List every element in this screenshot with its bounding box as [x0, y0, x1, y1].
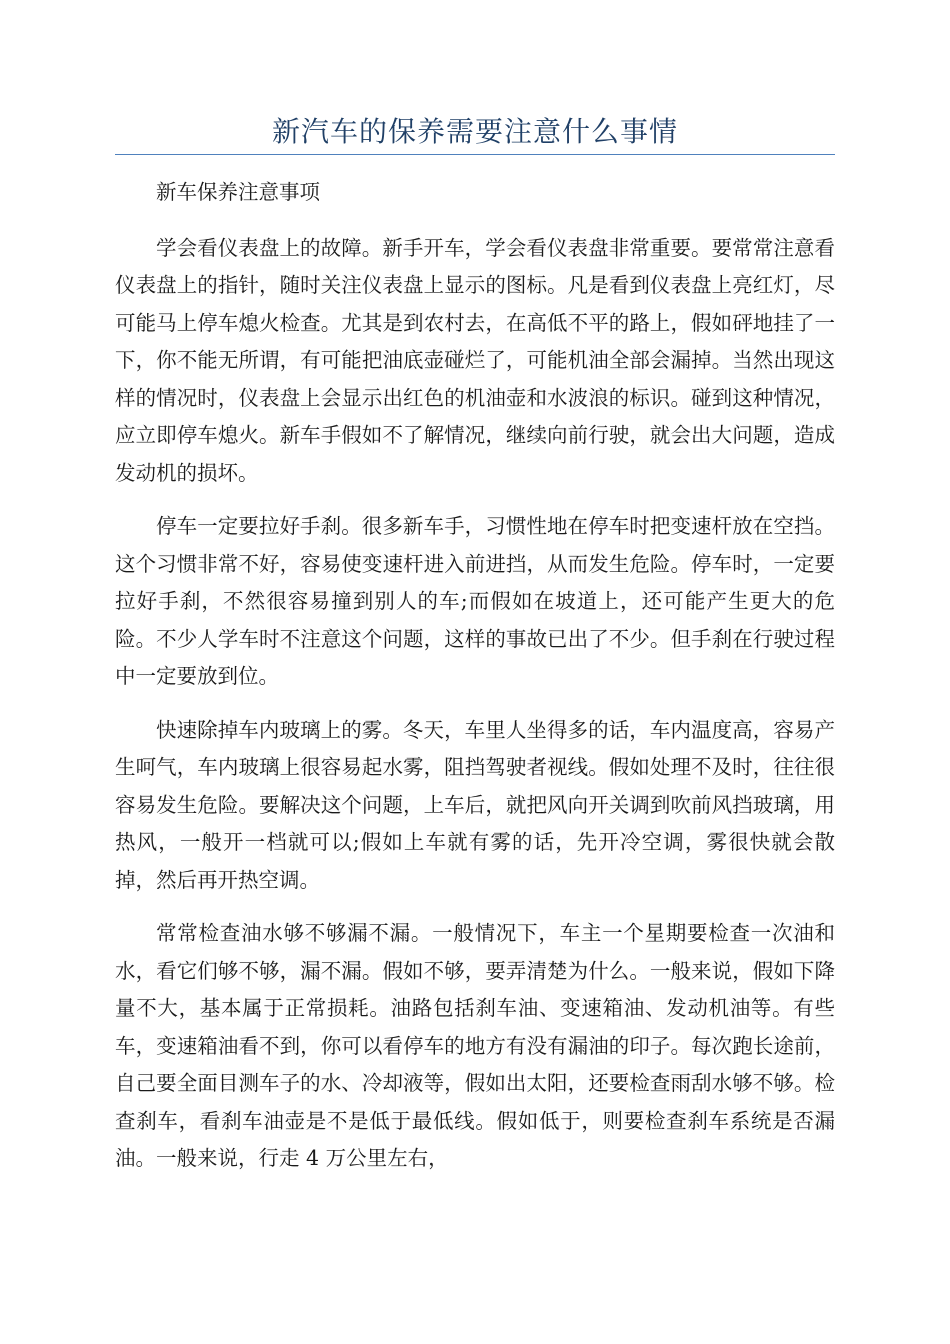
paragraph-dashboard-warnings: 学会看仪表盘上的故障。新手开车，学会看仪表盘非常重要。要常常注意看仪表盘上的指针，随时关注仪表盘上显示的图标。凡是看到仪表盘上亮红灯，尽可能马上停车熄火检查。尤其是到农村去，在高低不平的路上，假如砰地挂了一下，你不能无所谓，有可能把油底壶碰烂了，可能机油全部会漏掉。当然出现这样的情况时，仪表盘上会显示出红色的机油壶和水波浪的标识。碰到这种情况，应立即停车熄火。新车手假如不了解情况，继续向前行驶，就会出大问题，造成发动机的损坏。 — [115, 235, 835, 485]
paragraph-fluid-checks: 常常检查油水够不够漏不漏。一般情况下，车主一个星期要检查一次油和水，看它们够不够，漏不漏。假如不够，要弄清楚为什么。一般来说，假如下降量不大，基本属于正常损耗。油路包括刹车油、变速箱油、发动机油等。有些车，变速箱油看不到，你可以看停车的地方有没有漏油的印子。每次跑长途前，自己要全面目测车子的水、冷却液等，假如出太阳，还要检查雨刮水够不够。检查刹车，看刹车油壶是不是低于最低线。假如低于，则要检查刹车系统是否漏油。一般来说，行走 4 万公里左右， — [115, 921, 835, 1170]
paragraph-handbrake: 停车一定要拉好手刹。很多新车手，习惯性地在停车时把变速杆放在空挡。这个习惯非常不好，容易使变速杆进入前进挡，从而发生危险。停车时，一定要拉好手刹，不然很容易撞到别人的车;而假如在坡道上，还可能产生更大的危险。不少人学车时不注意这个问题，这样的事故已出了不少。但手刹在行驶过程中一定要放到位。 — [115, 514, 835, 688]
paragraph-defogging: 快速除掉车内玻璃上的雾。冬天，车里人坐得多的话，车内温度高，容易产生呵气，车内玻璃上很容易起水雾，阻挡驾驶者视线。假如处理不及时，往往很容易发生危险。要解决这个问题，上车后，就把风向开关调到吹前风挡玻璃，用热风，一般开一档就可以;假如上车就有雾的话，先开冷空调，雾很快就会散掉，然后再开热空调。 — [115, 717, 835, 892]
section-heading: 新车保养注意事项 — [156, 180, 320, 204]
document-title: 新汽车的保养需要注意什么事情 — [271, 115, 678, 148]
title-underline-rule — [115, 154, 835, 155]
document-body — [115, 174, 835, 1194]
